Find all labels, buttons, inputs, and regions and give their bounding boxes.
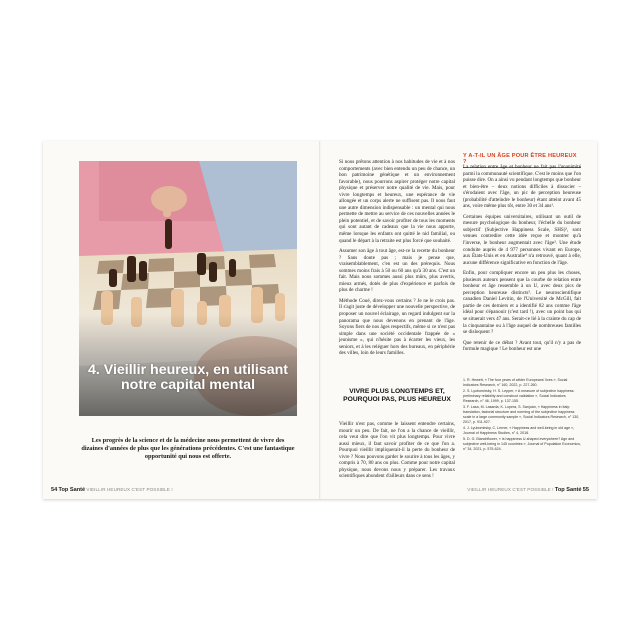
left-folio-text: VIEILLIR HEUREUX C'EST POSSIBLE ! [86, 487, 173, 492]
right-folio [467, 487, 589, 493]
magazine-spread [43, 141, 597, 499]
reference-item: 5. D. G. Blanchflower, « Is happiness U-shaped everywhere? Age and subjective well-being in 145 countries », Journal of Population Economics, n° 34, 2021, p. 575-624. [463, 436, 581, 451]
article-standfirst: Les progrès de la science et de la médecine nous permettent de vivre des dizaines d'années de plus que les générations précédentes. C'est une fantastique opportunité qui nous est offerte. [81, 437, 295, 461]
page-gutter [319, 141, 321, 499]
article-title: 4. Vieillir heureux, en utilisant notre capital mental [87, 362, 288, 393]
body-paragraph: Méthode Coué, direz-vous certains ? Je ne le crois pas. Il s'agit juste de développer une nouvelle perspective, de proposer un nouvel éclairage, un regard indulgent sur la panorama que nous devenons en prenant de l'âge. Soyons fiers de nos âges respectifs, même si ce n'est pas simple dans une société occidentale frappée de « jeunisme », qui n'hésite pas à écarter les vieux, les seniors, et à les reléguer hors des bureaux, en périphérie des villes, loin de leurs familles. [339, 297, 455, 357]
body-paragraph: Enfin, pour compliquer encore un peu plus les choses, plusieurs auteurs pensent que la courbe de relation entre bonheur et âge ressemble à un U, avec deux pics de perception heureuse distincts⁵. Le neuroscientifique canadien Daniel Levitin, de l'Université de McGill, fait partie de ces derniers et a identifié 82 ans comme l'âge idéal pour s'épanouir (c'est tard !), avec un point bas qui se situerait vers 47 ans. Serait-ce lié à la crainte du cap de la cinquantaine ou à l'âge auquel de nombreuses familles se disloquent ? [463, 270, 581, 336]
left-folio-brand: Top Santé [58, 487, 86, 493]
right-page-number: 55 [582, 487, 589, 493]
reference-item: 1. R. Hewett, « The four years of wilder Europeans' lives », Social Indicators Research, n° 160, 2022, p. 227-260. [463, 378, 568, 387]
reference-item: 2. S. Lyubomirsky, H. S. Lepper, « A measure of subjective happiness: preliminary reliability and construct validation », Social Indicators Research, n° 46, 1999, p. 137-155. [463, 389, 575, 403]
reference-item: 3. F. Lasa, M. Lasarda, K. Lopera, S. Sanjuán, « Happiness in Italy: translation, factorial structure and norming of the subjective happiness scale in a large community sample », Social Indicators Research, n° 130, 2017, p. 911-927. [463, 404, 580, 424]
body-paragraph: Que retenir de ce débat ? Avant tout, qu'il n'y a pas de formule magique ! Le bonheur est une [463, 339, 581, 353]
body-paragraph: Assumer son âge à tout âge, est-ce la recette du bonheur ? Sans doute pas ; mais je pense que, vraisemblablement, c'en est un des prérequis. Nous sommes moins frais à 50 ou 60 ans qu'à 30 ans. C'est un fait. Mais nous sommes aussi plus mûrs, plus avertis, mieux armés, dotés de plus d'expérience et parfois de plus de charme ! [339, 248, 455, 294]
body-paragraph: Vieillir n'est pas, comme le laissent entendre certains, mourir un peu. De fait, ne l'on a la chance de vieillir, cela veut dire que l'on vit plus longtemps. Pour vivre aussi mieux, il faut savoir profiter de ce que l'on a. Pourquoi vieillir impliquerait-il la perte du bonheur de vivre ? Nous pouvons garder le sourire à tous les âges, y compris à 70, 80 ans ou plus. Comme pour notre capital physique, nous devons nous y préparer. Les travaux scientifiques abondent d'ailleurs dans ce sens ! [339, 421, 455, 480]
reference-item: 4. J. Lyubomirsky, C. Lerner, « Happiness and well-being in old age », Journal of Happiness Studies, n° 4, 2018. [463, 425, 575, 435]
body-column-1-bottom [339, 421, 455, 484]
right-folio-brand: Top Santé [554, 487, 582, 493]
section-subhead: VIVRE PLUS LONGTEMPS ET, POURQUOI PAS, PLUS HEUREUX [343, 388, 451, 403]
right-folio-text: VIEILLIR HEUREUX C'EST POSSIBLE ! [467, 487, 554, 492]
body-column-2 [463, 164, 581, 357]
body-paragraph: Si nous prêtons attention à nos habitudes de vie et à nos comportements (avec bien entendu un peu de chance, un bon patrimoine génétique et un environnement favorable), nous pourrons aspirer protéger notre capital physique et préserver notre qualité de vie. Mais, pour vivre longtemps et heureux, une espérance de vie allongée et un corps alerte ne suffisent pas. Il nous faut une autre dimension indispensable : un mental qui nous permette de mettre au service de ces nouvelles années le plein potentiel, et de savoir profiter de tous les moments qui sont autant de cadeaux que la vie nous apporte, même lorsque les enfants ont quitté le nid familial, ou quand le départ à la retraite est plus forcé que souhaité. [339, 159, 455, 244]
body-paragraph: La relation entre âge et bonheur ne fait pas l'unanimité parmi la communauté scientifique. C'est le moins que l'on puisse dire. On a ainsi vu pendant longtemps que bonheur et bien-être – deux notions difficiles à dissocier – s'érodaient avec l'âge, un pic de perception heureuse (probabilité d'atteindre le bonheur) étant atteint avant 45 ans, voire même plus tôt, entre 30 et 34 ans¹. [463, 164, 581, 210]
body-paragraph: Certaines équipes universitaires, utilisant un outil de mesure psychologique du bonheur, l'échelle du bonheur subjectif (Subjective Happiness Scale, SHS)², sont venues contredire cette idée reçue et montrer qu'à l'inverse, le bonheur augmentait avec l'âge³. Une étude conduite auprès de 4 977 personnes vivant en Europe, aux États-Unis et en Australie⁴ n'a retrouvé, quant à elle, aucune différence significative en fonction de l'âge. [463, 213, 581, 266]
left-page-number: 54 [51, 487, 58, 493]
body-column-1 [339, 159, 455, 361]
references-list [463, 378, 581, 453]
left-folio [51, 487, 173, 493]
sidebar-heading: Y A-T-IL UN ÂGE POUR ÊTRE HEUREUX ? [463, 153, 581, 168]
